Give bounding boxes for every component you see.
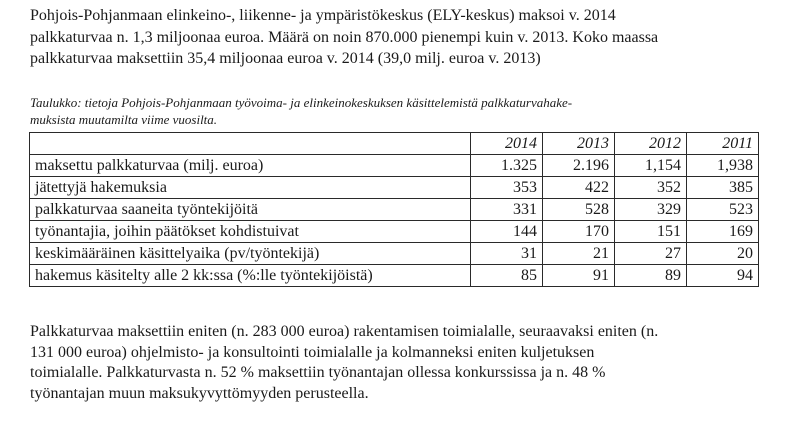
row-value: 528 — [543, 199, 615, 221]
row-value: 169 — [687, 221, 759, 243]
row-value: 170 — [543, 221, 615, 243]
header-year-2012: 2012 — [615, 133, 687, 155]
table-row — [30, 199, 759, 221]
outro-paragraph — [30, 322, 790, 404]
table-header-row — [30, 133, 759, 155]
row-value: 422 — [543, 177, 615, 199]
row-label: hakemus käsitelty alle 2 kk:ssa (%:lle työntekijöistä) — [30, 265, 471, 287]
row-label: jätettyjä hakemuksia — [30, 177, 471, 199]
header-year-2011: 2011 — [687, 133, 759, 155]
row-value: 85 — [471, 265, 543, 287]
row-label: keskimääräinen käsittelyaika (pv/työntekijä) — [30, 243, 471, 265]
table-row — [30, 265, 759, 287]
table-row — [30, 243, 759, 265]
row-value: 2.196 — [543, 155, 615, 177]
table-caption — [30, 94, 770, 128]
row-value: 1,154 — [615, 155, 687, 177]
header-year-2014: 2014 — [471, 133, 543, 155]
row-value: 31 — [471, 243, 543, 265]
row-value: 523 — [687, 199, 759, 221]
intro-line: Pohjois-Pohjanmaan elinkeino-, liikenne- ja ympäristökeskus (ELY-keskus) maksoi v. 2014 — [30, 7, 616, 24]
row-label: työnantajia, joihin päätökset kohdistuivat — [30, 221, 471, 243]
outro-line: työnantajan muun maksukyvyttömyyden perusteella. — [30, 384, 369, 402]
row-value: 353 — [471, 177, 543, 199]
caption-line: muksista muutamilta viime vuosilta. — [30, 112, 218, 127]
row-value: 21 — [543, 243, 615, 265]
row-value: 20 — [687, 243, 759, 265]
table-row — [30, 177, 759, 199]
row-value: 385 — [687, 177, 759, 199]
row-value: 329 — [615, 199, 687, 221]
row-value: 144 — [471, 221, 543, 243]
table-row — [30, 221, 759, 243]
header-label-cell — [30, 133, 471, 155]
row-value: 1,938 — [687, 155, 759, 177]
table-row — [30, 155, 759, 177]
row-value: 94 — [687, 265, 759, 287]
row-value: 352 — [615, 177, 687, 199]
intro-line: palkkaturvaa maksettiin 35,4 miljoonaa euroa v. 2014 (39,0 milj. euroa v. 2013) — [30, 50, 541, 67]
row-value: 89 — [615, 265, 687, 287]
row-value: 91 — [543, 265, 615, 287]
intro-line: palkkaturvaa n. 1,3 miljoonaa euroa. Määrä on noin 870.000 pienempi kuin v. 2013. Koko maassa — [30, 28, 659, 46]
row-value: 151 — [615, 221, 687, 243]
row-value: 27 — [615, 243, 687, 265]
row-value: 1.325 — [471, 155, 543, 177]
row-label: palkkaturvaa saaneita työntekijöitä — [30, 199, 471, 221]
intro-paragraph — [30, 5, 790, 70]
outro-line: toimialalle. Palkkaturvasta n. 52 % maksettiin työnantajan ollessa konkurssissa ja n. 48 % — [30, 364, 606, 381]
outro-line: 131 000 euroa) ohjelmisto- ja konsultointi toimialalle ja kolmanneksi eniten kuljetuksen — [30, 343, 595, 361]
row-label: maksettu palkkaturvaa (milj. euroa) — [30, 155, 471, 177]
wage-security-table — [29, 132, 759, 287]
caption-line: Taulukko: tietoja Pohjois-Pohjanmaan työvoima- ja elinkeinokeskuksen käsittelemistä palkkaturvahake- — [30, 95, 573, 110]
header-year-2013: 2013 — [543, 133, 615, 155]
outro-line: Palkkaturvaa maksettiin eniten (n. 283 000 euroa) rakentamisen toimialalle, seuraavaksi eniten (n. — [30, 323, 659, 340]
row-value: 331 — [471, 199, 543, 221]
